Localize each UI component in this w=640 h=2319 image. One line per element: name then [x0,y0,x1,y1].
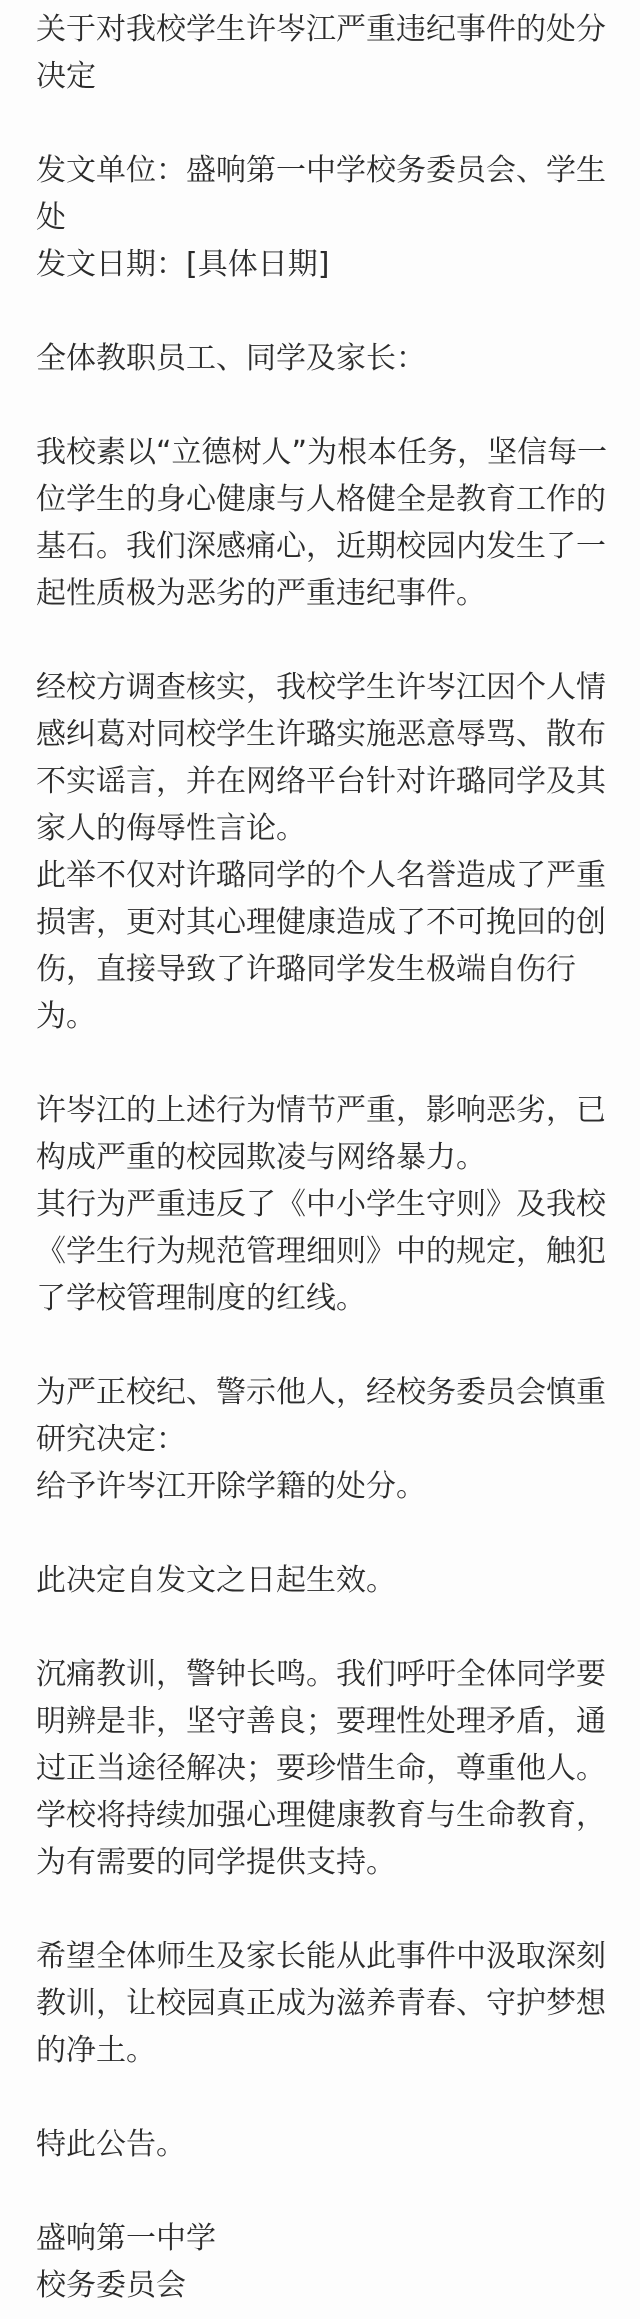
paragraph: 此决定自发文之日起生效。 [36,1563,396,1598]
hope-block [36,1933,612,2074]
paragraph: 发文日期：[具体日期] [36,247,330,282]
paragraph: 给予许岑江开除学籍的处分。 [36,1469,426,1504]
paragraph: 盛响第一中学 [36,2221,216,2256]
paragraph: 我校素以“立德树人”为根本任务，坚信每一位学生的身心健康与人格健全是教育工作的基石。我们深感痛心，近期校园内发生了一起性质极为恶劣的严重违纪事件。 [36,435,608,611]
severity-block [36,1087,612,1322]
paragraph: 经校方调查核实，我校学生许岑江因个人情感纠葛对同校学生许璐实施恶意辱骂、散布不实谣言，并在网络平台针对许璐同学及其家人的侮辱性言论。 [36,670,606,846]
paragraph: 校务委员会 [36,2268,186,2303]
intro-block [36,429,612,617]
paragraph: 沉痛教训，警钟长鸣。我们呼吁全体同学要明辨是非，坚守善良；要理性处理矛盾，通过正当途径解决；要珍惜生命，尊重他人。 [36,1657,606,1786]
facts-block [36,664,612,1040]
decision-block [36,1369,612,1510]
paragraph: 此举不仅对许璐同学的个人名誉造成了严重损害，更对其心理健康造成了不可挽回的创伤，直接导致了许璐同学发生极端自伤行为。 [36,858,606,1034]
appeal-block [36,1651,612,1886]
paragraph: 其行为严重违反了《中小学生守则》及我校《学生行为规范管理细则》中的规定，触犯了学校管理制度的红线。 [36,1187,606,1316]
paragraph: 希望全体师生及家长能从此事件中汲取深刻教训，让校园真正成为滋养青春、守护梦想的净土。 [36,1939,606,2068]
paragraph: 关于对我校学生许岑江严重违纪事件的处分决定 [36,12,606,94]
paragraph: 特此公告。 [36,2127,186,2162]
closing-block [36,2121,612,2168]
signature-block [36,2215,612,2309]
paragraph: 为严正校纪、警示他人，经校务委员会慎重研究决定： [36,1375,606,1457]
paragraph: 学校将持续加强心理健康教育与生命教育，为有需要的同学提供支持。 [36,1798,606,1880]
meta-block [36,147,612,288]
paragraph: 许岑江的上述行为情节严重，影响恶劣，已构成严重的校园欺凌与网络暴力。 [36,1093,606,1175]
paragraph: 全体教职员工、同学及家长： [36,341,426,376]
effective-block [36,1557,612,1604]
salutation-block [36,335,612,382]
document-title [36,6,612,100]
paragraph: 发文单位：盛响第一中学校务委员会、学生处 [36,153,606,235]
